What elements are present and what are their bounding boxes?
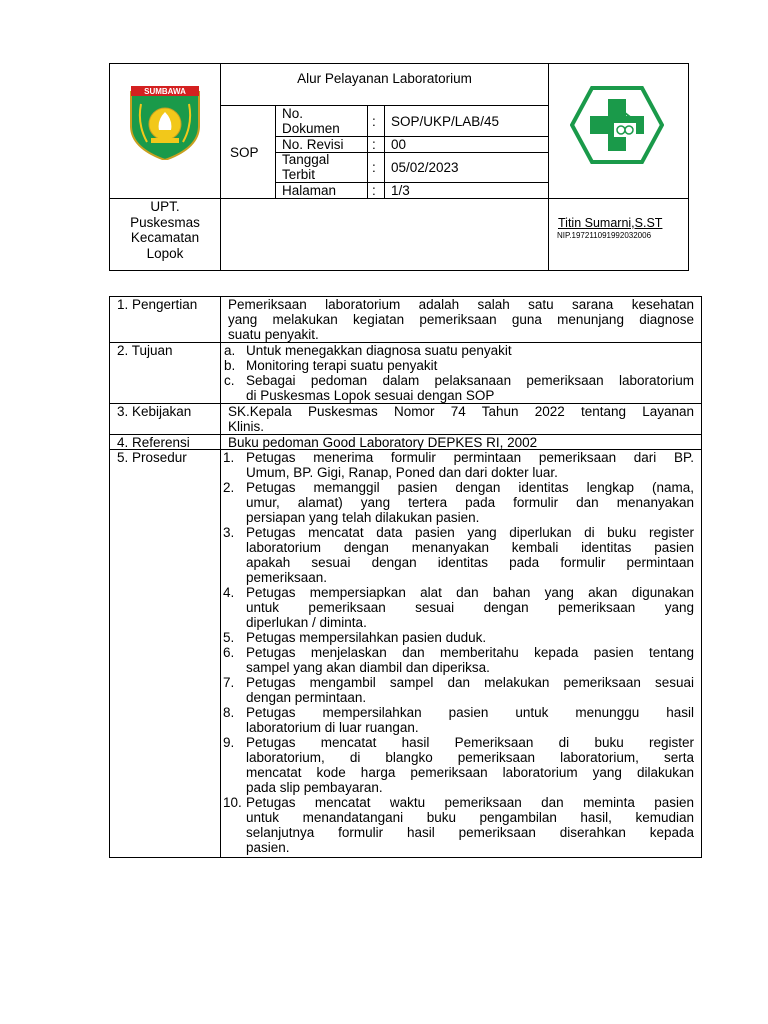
sop-label: SOP	[230, 145, 259, 160]
section-label-tujuan: 2. Tujuan	[117, 343, 173, 358]
doc-number-label: No. Dokumen	[282, 106, 340, 136]
list-item: a. Untuk menegakkan diagnosa suatu penyakit	[224, 343, 512, 358]
issue-date-value: 05/02/2023	[391, 160, 459, 175]
prosedur-list	[223, 450, 694, 855]
list-item: 8. Petugas mempersilahkan pasien untuk menunggu hasil laboratorium di luar ruangan.	[223, 705, 694, 735]
kebijakan-text: SK.Kepala Puskesmas Nomor 74 Tahun 2022 tentang Layanan Klinis.	[228, 404, 694, 434]
tujuan-list	[224, 343, 694, 403]
list-item: 10. Petugas mencatat waktu pemeriksaan dan meminta pasien untuk menandatangani buku pengambilan hasil, kemudian selanjutnya formulir hasil pemeriksaan diserahkan kepada pasien.	[223, 795, 694, 855]
signer-name: Titin Sumarni,S.ST	[558, 216, 663, 230]
puskesmas-logo	[570, 85, 664, 165]
list-item: c. Sebagai pedoman dalam pelaksanaan pemeriksaan laboratorium di Puskesmas Lopok sesuai dengan SOP	[224, 373, 694, 403]
revision-label: No. Revisi	[282, 137, 344, 152]
sumbawa-logo	[127, 84, 203, 160]
section-label-pengertian: 1. Pengertian	[117, 297, 198, 312]
list-item: 1. Petugas menerima formulir permintaan pemeriksaan dari BP. Umum, BP. Gigi, Ranap, Poned dan dari dokter luar.	[223, 450, 694, 480]
document-title: Alur Pelayanan Laboratorium	[297, 71, 472, 86]
page-label: Halaman	[282, 183, 337, 198]
section-label-referensi: 4. Referensi	[117, 435, 190, 450]
sumbawa-logo-text: SUMBAWA	[144, 87, 186, 96]
section-label-kebijakan: 3. Kebijakan	[117, 404, 192, 419]
revision-value: 00	[391, 137, 407, 152]
list-item: b. Monitoring terapi suatu penyakit	[224, 358, 438, 373]
revision-sep: :	[372, 137, 376, 152]
list-item: 6. Petugas menjelaskan dan memberitahu kepada pasien tentang sampel yang akan diambil dan diperiksa.	[223, 645, 694, 675]
pengertian-text: Pemeriksaan laboratorium adalah salah satu sarana kesehatan yang melakukan kegiatan pemeriksaan guna menunjang diagnose suatu penyakit.	[228, 297, 694, 342]
issue-date-sep: :	[372, 160, 376, 175]
list-item: 7. Petugas mengambil sampel dan melakukan pemeriksaan sesuai dengan permintaan.	[223, 675, 694, 705]
signer-nip: NIP.197211091992032006	[557, 231, 652, 240]
list-item: 5. Petugas mempersilahkan pasien duduk.	[223, 630, 487, 645]
list-item: 4. Petugas mempersiapkan alat dan bahan yang akan digunakan untuk pemeriksaan sesuai dengan pemeriksaan yang diperlukan / diminta.	[223, 585, 694, 630]
list-item: 3. Petugas mencatat data pasien yang diperlukan di buku register laboratorium dengan menanyakan kembali identitas pasien apakah sesuai dengan identitas pada formulir permintaan pemeriksaan.	[223, 525, 694, 585]
list-item: 2. Petugas memanggil pasien dengan identitas lengkap (nama, umur, alamat) yang tertera pada formulir dan menanyakan persiapan yang telah dilakukan pasien.	[223, 480, 694, 525]
list-item: 9. Petugas mencatat hasil Pemeriksaan di buku register laboratorium, di blangko pemeriksaan laboratorium, serta mencatat kode harga pemeriksaan laboratorium yang dilakukan pada slip pembayaran.	[223, 735, 694, 795]
organization-name: UPT. Puskesmas Kecamatan Lopok	[130, 199, 200, 261]
doc-number-sep: :	[372, 114, 376, 129]
page-sep: :	[372, 183, 376, 198]
referensi-text: Buku pedoman Good Laboratory DEPKES RI, 2002	[228, 435, 538, 450]
doc-number-value: SOP/UKP/LAB/45	[391, 114, 500, 129]
page-value: 1/3	[391, 183, 410, 198]
issue-date-label: Tanggal Terbit	[282, 152, 330, 182]
section-label-prosedur: 5. Prosedur	[117, 450, 187, 465]
